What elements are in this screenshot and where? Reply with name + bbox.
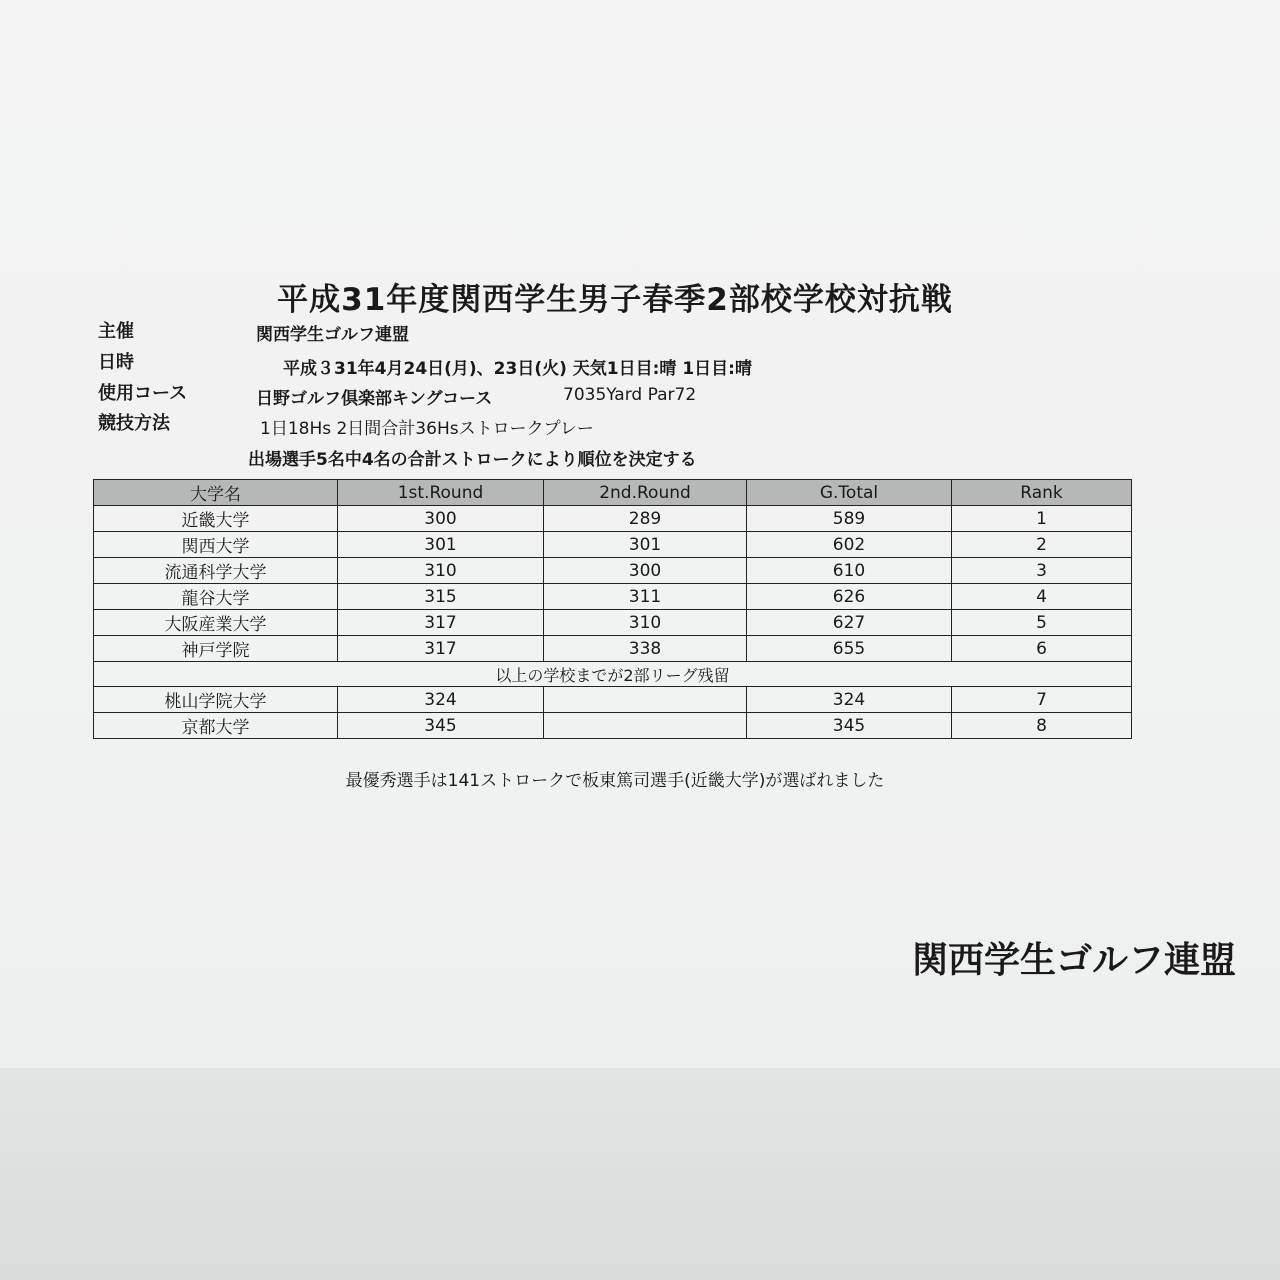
cell-round2: 301 (544, 532, 747, 558)
cell-round1: 301 (338, 532, 544, 558)
date-label: 日時 (98, 352, 134, 373)
cell-total: 655 (747, 636, 952, 662)
cell-round1: 300 (338, 506, 544, 532)
cell-rank: 2 (952, 532, 1132, 558)
cell-total: 626 (747, 584, 952, 610)
cell-total: 589 (747, 506, 952, 532)
table-row (94, 584, 1132, 610)
header-rank: Rank (952, 480, 1132, 506)
document-title: 平成31年度関西学生男子春季2部校学校対抗戦 (277, 282, 953, 318)
header-round2: 2nd.Round (544, 480, 747, 506)
league-retention-note: 以上の学校までが2部リーグ残留 (94, 662, 1132, 687)
method-note: 出場選手5名中4名の合計ストロークにより順位を決定する (248, 450, 697, 470)
cell-university: 龍谷大学 (94, 584, 338, 610)
cell-round2: 338 (544, 636, 747, 662)
cell-rank: 1 (952, 506, 1132, 532)
cell-round1: 345 (338, 713, 544, 739)
course-value: 日野ゴルフ倶楽部キングコース (256, 389, 493, 409)
table-header-row (94, 480, 1132, 506)
cell-total: 610 (747, 558, 952, 584)
cell-rank: 6 (952, 636, 1132, 662)
course-label: 使用コース (98, 383, 188, 404)
organizer-label: 主催 (98, 321, 134, 342)
cell-university: 京都大学 (94, 713, 338, 739)
cell-rank: 4 (952, 584, 1132, 610)
cell-round1: 324 (338, 687, 544, 713)
cell-university: 桃山学院大学 (94, 687, 338, 713)
table-row (94, 687, 1132, 713)
cell-total: 324 (747, 687, 952, 713)
header-total: G.Total (747, 480, 952, 506)
cell-round1: 310 (338, 558, 544, 584)
cell-rank: 3 (952, 558, 1132, 584)
table-divider-row (94, 662, 1132, 687)
results-table (93, 479, 1132, 739)
cell-total: 627 (747, 610, 952, 636)
mvp-announcement: 最優秀選手は141ストロークで板東篤司選手(近畿大学)が選ばれました (345, 771, 885, 791)
table-row (94, 610, 1132, 636)
cell-rank: 8 (952, 713, 1132, 739)
table-row (94, 532, 1132, 558)
background-surface (0, 1068, 1280, 1280)
method-label: 競技方法 (98, 413, 170, 434)
cell-round2 (544, 687, 747, 713)
course-yardage: 7035Yard Par72 (563, 385, 697, 405)
cell-round2: 289 (544, 506, 747, 532)
cell-university: 神戸学院 (94, 636, 338, 662)
cell-rank: 5 (952, 610, 1132, 636)
cell-round1: 315 (338, 584, 544, 610)
cell-round2: 310 (544, 610, 747, 636)
cell-total: 345 (747, 713, 952, 739)
cell-total: 602 (747, 532, 952, 558)
cell-university: 大阪産業大学 (94, 610, 338, 636)
cell-round2: 311 (544, 584, 747, 610)
table-row (94, 558, 1132, 584)
cell-round2: 300 (544, 558, 747, 584)
cell-university: 流通科学大学 (94, 558, 338, 584)
header-university: 大学名 (94, 480, 338, 506)
date-value: 平成３31年4月24日(月)、23日(火) 天気1日目:晴 1日目:晴 (283, 359, 752, 379)
cell-round2 (544, 713, 747, 739)
cell-university: 近畿大学 (94, 506, 338, 532)
cell-round1: 317 (338, 636, 544, 662)
organizer-value: 関西学生ゴルフ連盟 (256, 325, 409, 345)
table-row (94, 506, 1132, 532)
header-round1: 1st.Round (338, 480, 544, 506)
table-row (94, 713, 1132, 739)
cell-rank: 7 (952, 687, 1132, 713)
cell-university: 関西大学 (94, 532, 338, 558)
organization-signature: 関西学生ゴルフ連盟 (912, 940, 1237, 981)
table-row (94, 636, 1132, 662)
cell-round1: 317 (338, 610, 544, 636)
method-value: 1日18Hs 2日間合計36Hsストロークプレー (260, 419, 594, 439)
